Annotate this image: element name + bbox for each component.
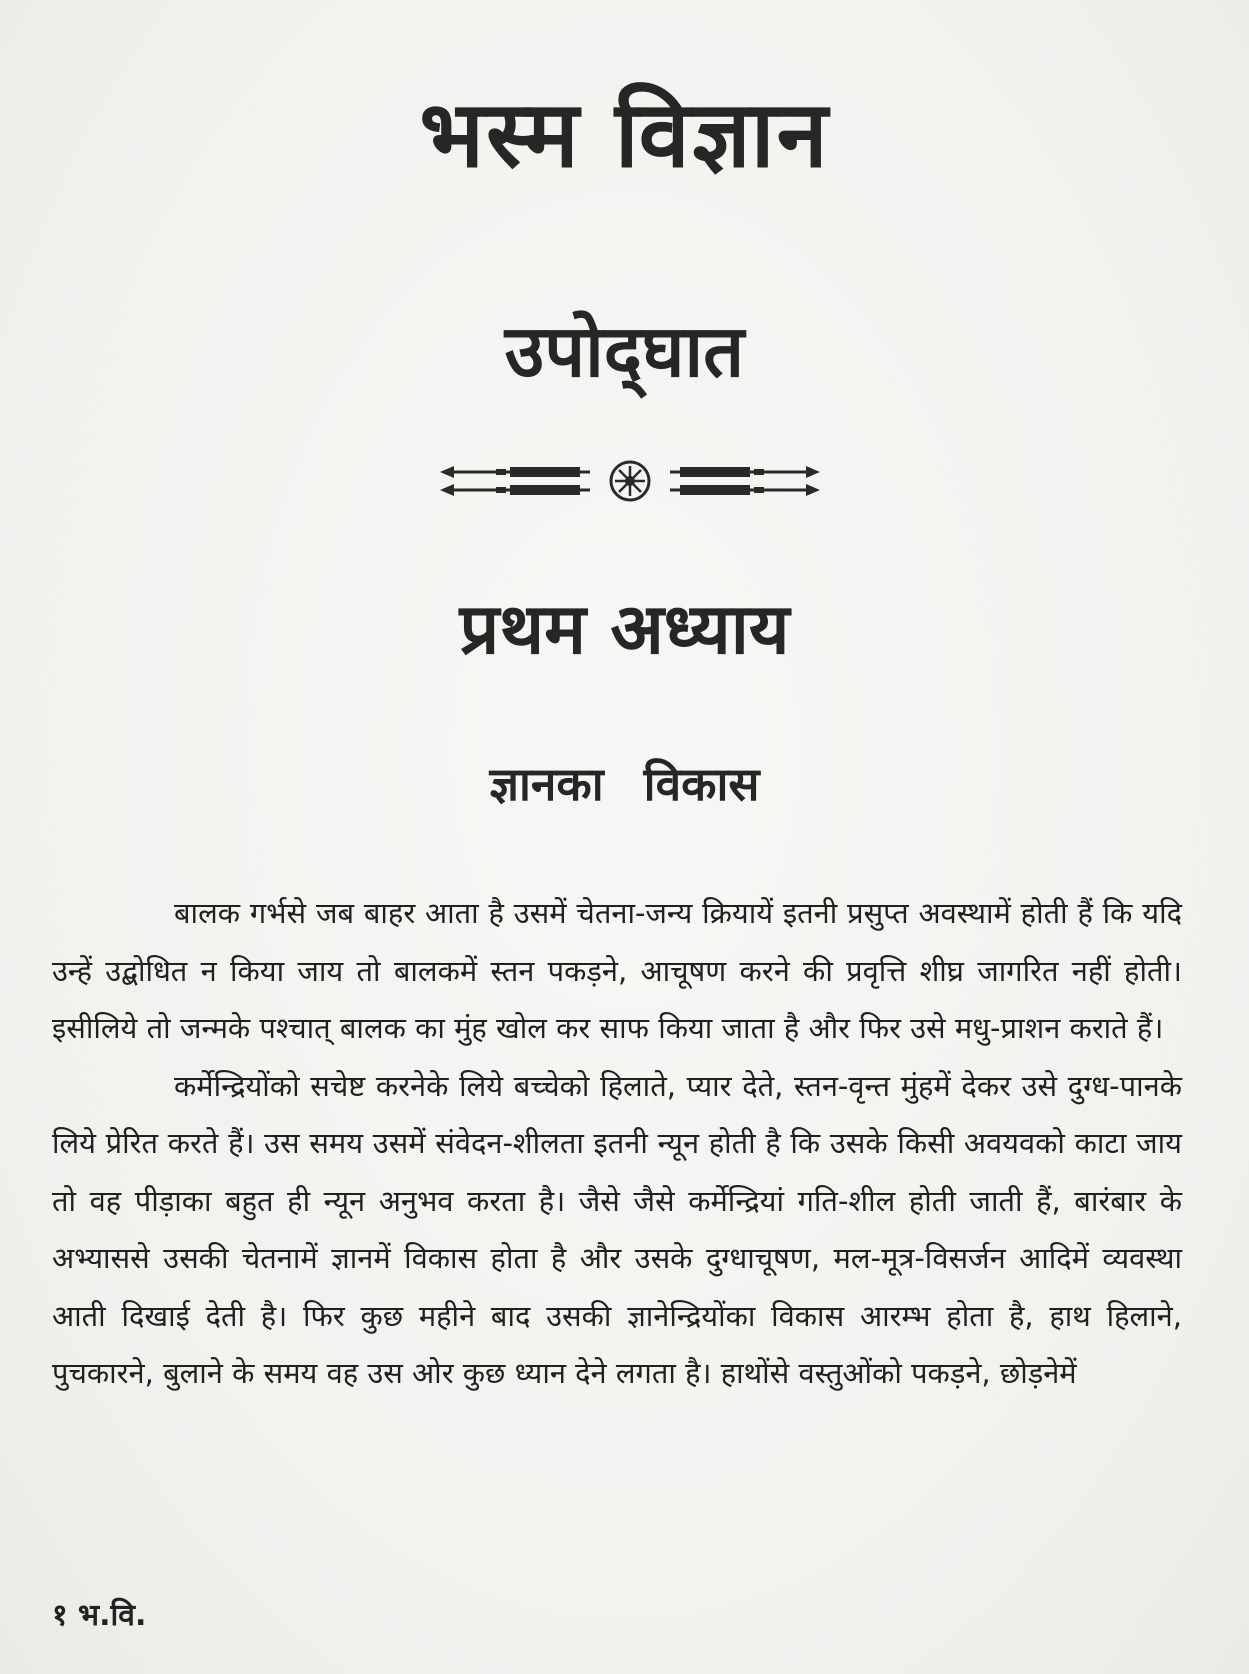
chapter-title: प्रथम अध्याय	[459, 588, 790, 670]
topic-title: ज्ञानका विकास	[489, 757, 760, 811]
body-text	[52, 885, 1182, 1403]
flower-divider-icon	[440, 458, 820, 504]
section-title: उपोद्‌घात	[504, 309, 745, 393]
book-title: भस्म विज्ञान	[419, 81, 830, 188]
paragraph: बालक गर्भसे जब बाहर आता है उसमें चेतना-जन्य क्रियायें इतनी प्रसुप्त अवस्थामें होती हैं कि यदि उन्हें उद्बोधित न किया जाय तो बालकमें स्तन पकड़ने, आचूषण करने की प्रवृत्ति शीघ्र जागरित नहीं होती। इसीलिये तो जन्मके पश्चात् बालक का मुंह खोल कर साफ किया जाता है और फिर उसे मधु-प्राशन कराते हैं।	[52, 896, 1182, 1045]
page-signature: १ भ.वि.	[52, 1598, 147, 1633]
paragraph: कर्मेन्द्रियोंको सचेष्ट करनेके लिये बच्चेको हिलाते, प्यार देते, स्तन-वृन्त मुंहमें देकर उसे दुग्ध-पानके लिये प्रेरित करते हैं। उस समय उसमें संवेदन-शीलता इतनी न्यून होती है कि उसके किसी अवयवको काटा जाय तो वह पीड़ाका बहुत ही न्यून अनुभव करता है। जैसे जैसे कर्मेन्द्रियां गति-शील होती जाती हैं, बारंबार के अभ्याससे उसकी चेतनामें ज्ञानमें विकास होता है और उसके दुग्धाचूषण, मल-मूत्र-विसर्जन आदिमें व्यवस्था आती दिखाई देती है। फिर कुछ महीने बाद उसकी ज्ञानेन्द्रियोंका विकास आरम्भ होता है, हाथ हिलाने, पुचकारने, बुलाने के समय वह उस ओर कुछ ध्यान देने लगता है। हाथोंसे वस्तुओंको पकड़ने, छोड़नेमें	[52, 1068, 1182, 1390]
